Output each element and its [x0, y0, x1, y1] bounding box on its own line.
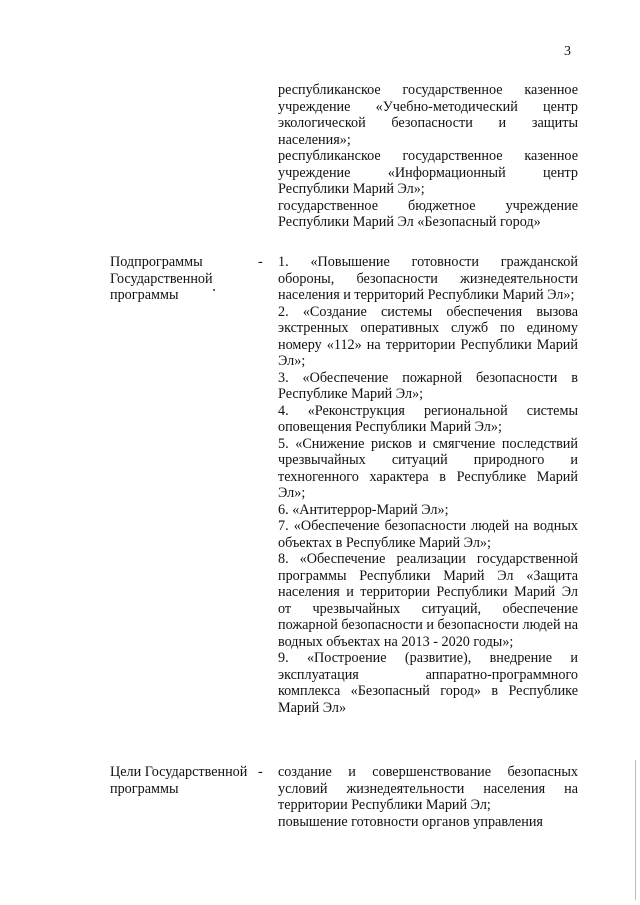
subprogram-item: 3. «Обеспечение пожарной безопасности в Республике Марий Эл»; [278, 369, 578, 402]
page-number: 3 [564, 44, 571, 59]
subprogram-item: 8. «Обеспечение реализации государственной программы Республики Марий Эл «Защита населения и территории Республики Марий Эл от чрезвычайных ситуаций, обеспечение пожарной безопасности и безопасности людей на водных объектах на 2013 - 2020 годы»; [278, 551, 578, 650]
goals-label: Цели Государственной программы [110, 764, 248, 797]
scan-dot [213, 289, 215, 291]
subprograms-list [278, 254, 578, 716]
executors-list [278, 82, 578, 231]
subprograms-label: Подпрограммы Государственной программы [110, 254, 213, 303]
executor-item: республиканское государственное казенное учреждение «Информационный центр Республики Марий Эл»; [278, 148, 578, 197]
goal-item: создание и совершенствование безопасных условий жизнедеятельности населения на территории Республики Марий Эл; [278, 764, 578, 813]
goals-dash: - [258, 764, 263, 780]
subprogram-item: 5. «Снижение рисков и смягчение последствий чрезвычайных ситуаций природного и техногенного характера в Республике Марий Эл»; [278, 435, 578, 501]
subprogram-item: 7. «Обеспечение безопасности людей на водных объектах в Республике Марий Эл»; [278, 518, 578, 551]
executor-item: государственное бюджетное учреждение Республики Марий Эл «Безопасный город» [278, 197, 578, 230]
executor-item: республиканское государственное казенное учреждение «Учебно-методический центр экологической безопасности и защиты населения»; [278, 82, 578, 148]
subprogram-item: 6. «Антитеррор-Марий Эл»; [278, 501, 449, 518]
subprograms-dash: - [258, 254, 263, 270]
subprogram-item: 2. «Создание системы обеспечения вызова экстренных оперативных служб по единому номеру «112» на территории Республики Марий Эл»; [278, 303, 578, 369]
subprogram-item: 9. «Построение (развитие), внедрение и эксплуатация аппаратно-программного комплекса «Безопасный город» в Республике Марий Эл» [278, 650, 578, 716]
goals-list [278, 764, 578, 830]
subprogram-item: 1. «Повышение готовности гражданской обороны, безопасности жизнедеятельности населения и территорий Республики Марий Эл»; [278, 254, 578, 303]
goal-item: повышение готовности органов управления [278, 813, 543, 830]
scan-edge-line [635, 760, 636, 900]
subprogram-item: 4. «Реконструкция региональной системы оповещения Республики Марий Эл»; [278, 402, 578, 435]
